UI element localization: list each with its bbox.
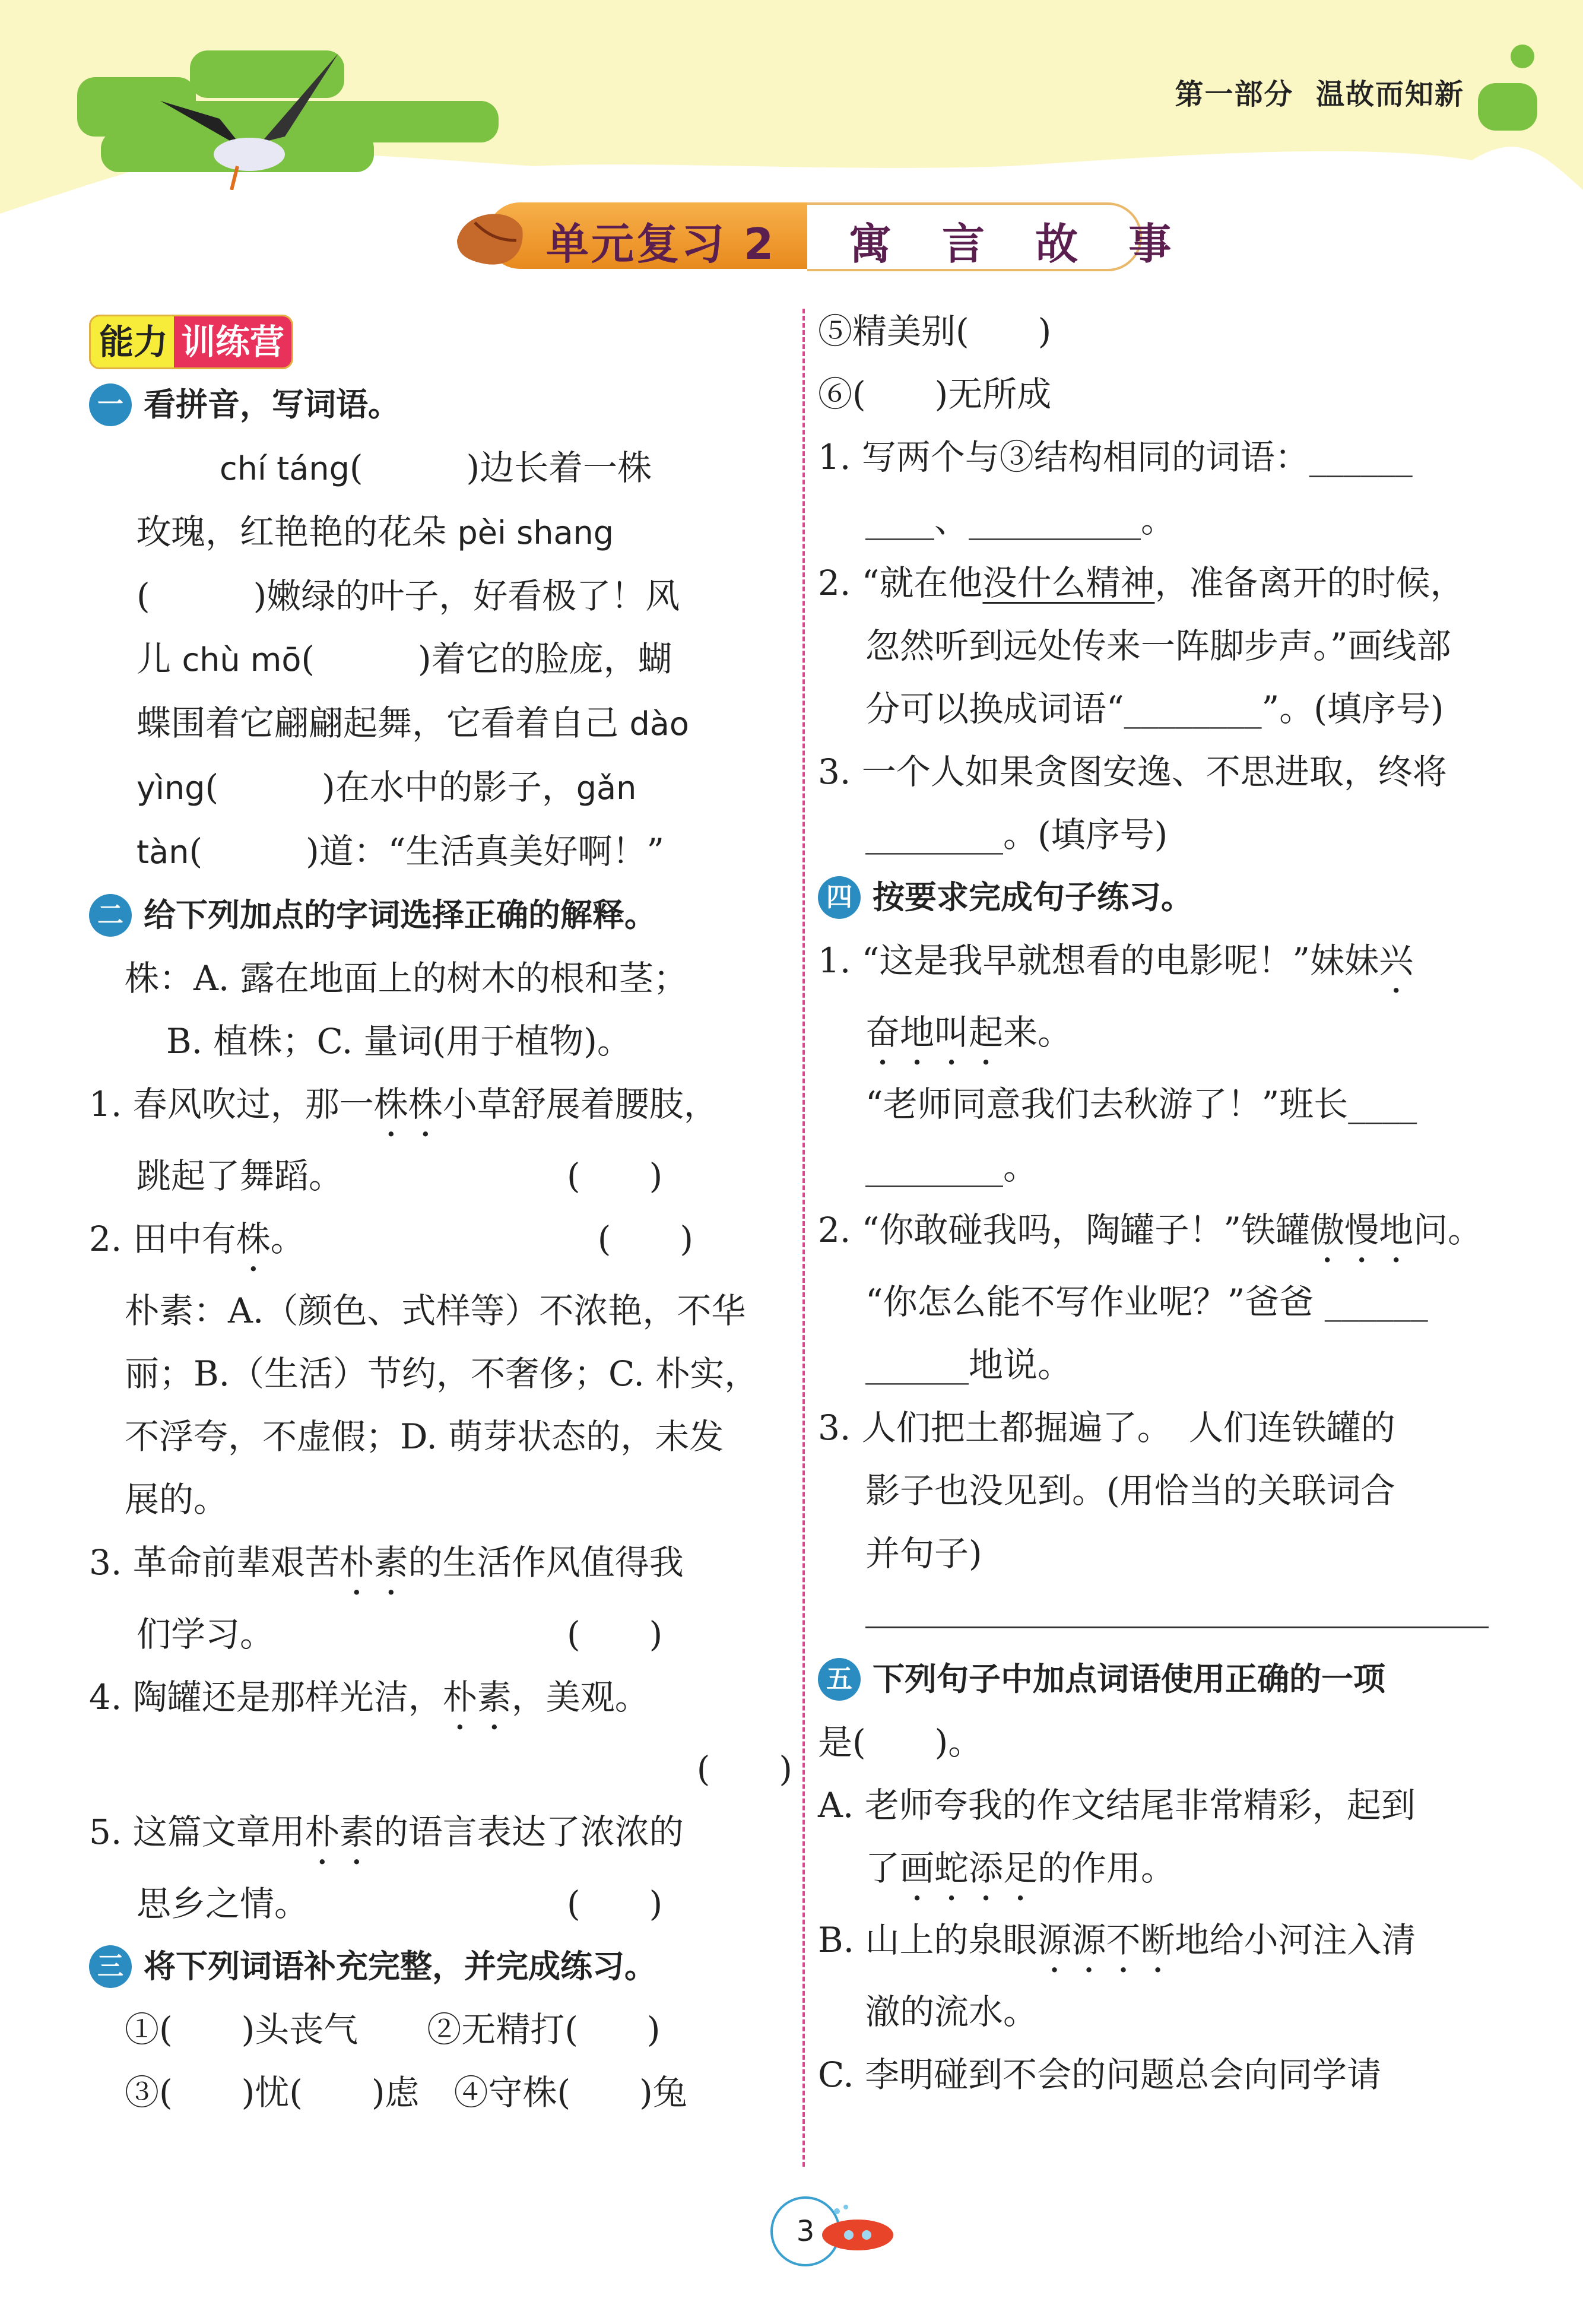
text-segment: ，美观。 [511,1677,649,1717]
text-line [89,1010,792,1073]
text-line [818,1333,1554,1396]
text-line [89,1998,792,2061]
line-text [865,1533,982,1574]
text-segment: 丽；B.（生活）节约，不奢侈；C. 朴实， [125,1353,759,1394]
text-segment: ( ) [696,1749,792,1789]
text-segment: 忽然听到远处传来一阵脚步声。”画线部 [865,626,1451,666]
line-text [137,1156,662,1196]
text-line [89,820,792,884]
text-line [818,1459,1554,1522]
training-camp-badge [89,315,293,369]
unit-label: 单元复习 2 [546,219,776,269]
line-text [818,374,1051,414]
section-header [1175,71,1464,112]
text-segment: 并句子) [865,1533,982,1574]
text-line [818,1837,1554,1908]
text-line [818,1073,1554,1136]
conch-shell-icon [451,205,528,270]
line-text [818,1785,1416,1825]
text-segment: ( )在水中的影子， [205,767,576,807]
text-line [89,500,792,565]
line-text [818,1407,1395,1448]
text-line [89,1207,792,1279]
text-segment: 3. 人们把土都掘遍了。 人们连铁罐的 [818,1407,1395,1448]
text-segment: A. 老师夸我的作文结尾非常精彩，起到 [818,1785,1416,1825]
emphasized-word: 画蛇添足 [900,1848,1038,1888]
part-label: 第一部分 [1175,78,1294,111]
text-segment: 的语言表达了浓浓的 [373,1812,684,1852]
line-text [125,1416,724,1457]
line-text [125,1353,759,1394]
unit-title-banner [451,199,1189,273]
section-number-icon: 二 [89,894,132,937]
text-segment: 1. 写两个与③结构相同的词语：______ [818,437,1413,477]
text-segment: ________。 [865,1147,1038,1187]
text-segment: ⑤精美别( ) [818,311,1052,351]
right-column [818,300,1554,2106]
text-segment: 按要求完成句子练习。 [873,879,1193,916]
column-divider [802,309,805,2167]
text-line [818,2043,1554,2106]
text-segment: 跳起了舞蹈。 ( ) [137,1156,663,1196]
text-line [818,1908,1554,1980]
line-text [818,1920,1416,1960]
line-text [144,373,400,436]
page-number: 3 [770,2196,840,2266]
text-segment: 5. 这篇文章用 [89,1812,305,1852]
text-segment: ⑥( )无所成 [818,374,1052,414]
text-segment: 。 ( ) [270,1219,694,1259]
section-number-icon: 五 [818,1658,861,1701]
line-text [865,1345,1072,1385]
text-segment: “老师同意我们去秋游了！”班长____ [865,1084,1417,1124]
text-segment: ③( )忧( )虑 ④守株( )兔 [125,2072,687,2113]
text-segment: 株：A. 露在地面上的树木的根和茎； [125,958,688,998]
text-segment: 下列句子中加点词语使用正确的一项 [873,1660,1385,1698]
pinyin-text: dào [629,705,689,743]
text-segment: ________。(填序号) [865,814,1168,855]
text-segment: B. 山上的泉眼 [818,1920,1038,1960]
line-text [865,500,1175,540]
text-segment: 4. 陶罐还是那样光洁， [89,1677,443,1717]
text-segment: “你怎么能不写作业呢？”爸爸 ______ [865,1282,1428,1322]
text-segment: 1. “这是我早就想看的电影呢！”妹妹 [818,940,1379,981]
line-text [818,311,1051,351]
answer-line [818,1585,1554,1648]
emphasized-word: 奋地叫起 [865,1012,1004,1052]
section-number-icon: 四 [818,876,861,919]
line-text [137,767,636,807]
text-segment: 3. 革命前辈艰苦 [89,1542,340,1583]
text-segment: 的生活作风值得我 [408,1542,684,1583]
question-heading [818,866,1554,929]
underlined-phrase: 没什么精神 [982,563,1155,603]
line-text [89,1542,684,1583]
text-line [818,1270,1554,1333]
text-segment: 2. “就在他 [818,563,983,603]
text-segment: 影子也没见到。(用恰当的关联词合 [865,1470,1395,1511]
pinyin-text: tàn [137,833,189,871]
text-line [818,929,1554,1001]
text-segment: 1. 春风吹过，那一 [89,1084,374,1124]
text-segment: 3. 一个人如果贪图安逸、不思进取，终将 [818,752,1447,792]
line-text [697,1749,792,1789]
text-segment: ( )嫩绿的叶子，好看极了！风 [137,576,680,616]
badge-part-a: 能力 [99,322,169,362]
emphasized-word: 朴素 [339,1542,408,1583]
line-text [865,1470,1395,1511]
text-segment: 思乡之情。 ( ) [137,1884,663,1924]
text-line [89,2061,792,2124]
line-text [137,512,614,552]
text-line [818,551,1554,614]
text-line [818,363,1554,426]
pinyin-text: chù mō [182,641,302,679]
text-line [89,627,792,692]
line-text [865,689,1444,729]
emphasized-word: 朴素 [304,1812,374,1852]
line-text [144,1935,656,1998]
text-segment: 们学习。 ( ) [137,1614,663,1654]
line-text [818,752,1447,792]
text-segment: 看拼音，写词语。 [144,386,400,423]
text-line [89,1666,792,1738]
text-line [89,565,792,627]
text-segment: ( )边长着一株 [349,448,652,488]
badge-part-b: 训练营 [174,316,291,367]
line-text [220,448,652,488]
text-line [818,1711,1554,1774]
line-text [89,1219,693,1259]
text-line [89,1073,792,1144]
text-line [89,1872,792,1935]
text-line [89,1603,792,1666]
emphasized-word: 株株 [373,1084,443,1124]
text-segment: ______地说。 [865,1345,1073,1385]
text-line [818,1980,1554,2043]
text-segment: 地给小河注入清 [1175,1920,1416,1960]
emphasized-word: 株 [236,1219,271,1259]
text-line [818,426,1554,489]
line-text [125,958,688,998]
line-text [818,940,1413,981]
pinyin-text: yìng [137,769,205,807]
text-segment: C. 李明碰到不会的问题总会向同学请 [818,2054,1382,2095]
line-text [865,626,1451,666]
text-segment: 分可以换成词语“________”。(填序号) [865,689,1444,729]
text-segment: ____、__________。 [865,500,1176,540]
line-text [865,1282,1428,1322]
text-line [818,740,1554,803]
text-segment: 玫瑰，红艳艳的花朵 [137,512,458,552]
question-heading [89,884,792,947]
text-segment: 将下列词语补充完整，并完成练习。 [144,1948,656,1985]
question-heading [89,1935,792,1998]
text-segment: 2. 田中有 [89,1219,236,1259]
line-text [818,2054,1381,2095]
text-line [89,756,792,820]
text-line [89,1144,792,1207]
line-text [865,1012,1072,1052]
text-segment: 问。 [1413,1210,1483,1250]
line-text [137,1884,662,1924]
text-line [89,1531,792,1603]
text-line [818,1522,1554,1585]
text-segment: 不浮夸，不虚假；D. 萌芽状态的，未发 [125,1416,724,1457]
line-text [125,2009,661,2050]
submarine-icon [813,2202,902,2256]
line-text [137,1614,662,1654]
answer-blank[interactable] [865,1585,1489,1628]
line-text [865,1147,1038,1187]
text-line [818,1774,1554,1837]
text-segment: ( )着它的脸庞，蝴 [301,639,672,679]
text-line [818,489,1554,551]
unit-topic: 寓 言 故 事 [849,219,1189,269]
question-heading [818,1648,1554,1711]
left-column [89,309,792,2124]
line-text [137,703,689,743]
line-text [125,1291,745,1331]
line-text [89,1677,649,1717]
text-line [89,947,792,1010]
text-line [818,803,1554,866]
text-segment: ①( )头丧气 ②无精打( ) [125,2009,661,2050]
text-segment: 展的。 [125,1479,229,1520]
text-segment: 澈的流水。 [865,1992,1038,2032]
text-segment: 给下列加点的字词选择正确的解释。 [144,896,656,934]
line-text [137,576,680,616]
emphasized-word: 兴 [1379,940,1414,981]
text-segment: 儿 [137,639,182,679]
text-line [89,692,792,756]
text-line [818,1199,1554,1270]
text-line [818,677,1554,740]
line-text [125,2072,687,2113]
text-segment: 了 [865,1848,900,1888]
line-text [125,1479,228,1520]
emphasized-word: 朴素 [442,1677,512,1717]
line-text [818,1722,982,1762]
text-line [89,1342,792,1405]
text-segment: B. 植株；C. 量词(用于植物)。 [166,1021,632,1061]
line-text [89,1084,718,1124]
text-line [818,1001,1554,1073]
text-line [89,436,792,500]
line-text [873,1648,1385,1711]
text-segment: 来。 [1003,1012,1073,1052]
line-text [144,884,656,947]
text-line [818,1136,1554,1199]
text-segment: 小草舒展着腰肢， [442,1084,718,1124]
line-text [865,814,1168,855]
text-line [89,1279,792,1342]
line-text [137,831,664,871]
question-heading [89,373,792,436]
line-text [873,866,1193,929]
line-text [818,437,1413,477]
line-text [818,1210,1482,1250]
seagull-illustration [148,53,344,190]
text-segment: ，准备离开的时候， [1154,563,1465,603]
text-line [818,614,1554,677]
line-text [89,1812,684,1852]
line-text [865,1084,1417,1124]
line-text [818,563,1464,603]
line-text [865,1848,1175,1888]
line-text [166,1021,632,1061]
text-segment: 的作用。 [1038,1848,1176,1888]
line-text [865,1992,1038,2032]
section-number-icon: 一 [89,383,132,426]
text-segment: 朴素：A.（颜色、式样等）不浓艳，不华 [125,1291,746,1331]
pinyin-text: chí táng [220,450,350,487]
text-segment: 蝶围着它翩翩起舞，它看着自己 [137,703,630,743]
line-text [137,639,672,679]
emphasized-word: 傲慢地 [1310,1210,1414,1250]
emphasized-word: 源源不断 [1037,1920,1175,1960]
pinyin-text: gǎn [576,769,637,807]
section-badge [89,309,792,373]
text-line [89,1738,792,1800]
text-segment: 2. “你敢碰我吗，陶罐子！”铁罐 [818,1210,1311,1250]
text-line [818,300,1554,363]
text-line [89,1468,792,1531]
section-number-icon: 三 [89,1945,132,1988]
text-segment: 是( )。 [818,1722,983,1762]
pinyin-text: pèi shang [457,514,614,551]
text-line [818,1396,1554,1459]
text-segment: ( )道：“生活真美好啊！” [189,831,665,871]
text-line [89,1405,792,1468]
text-line [89,1800,792,1872]
part-title: 温故而知新 [1315,78,1464,111]
